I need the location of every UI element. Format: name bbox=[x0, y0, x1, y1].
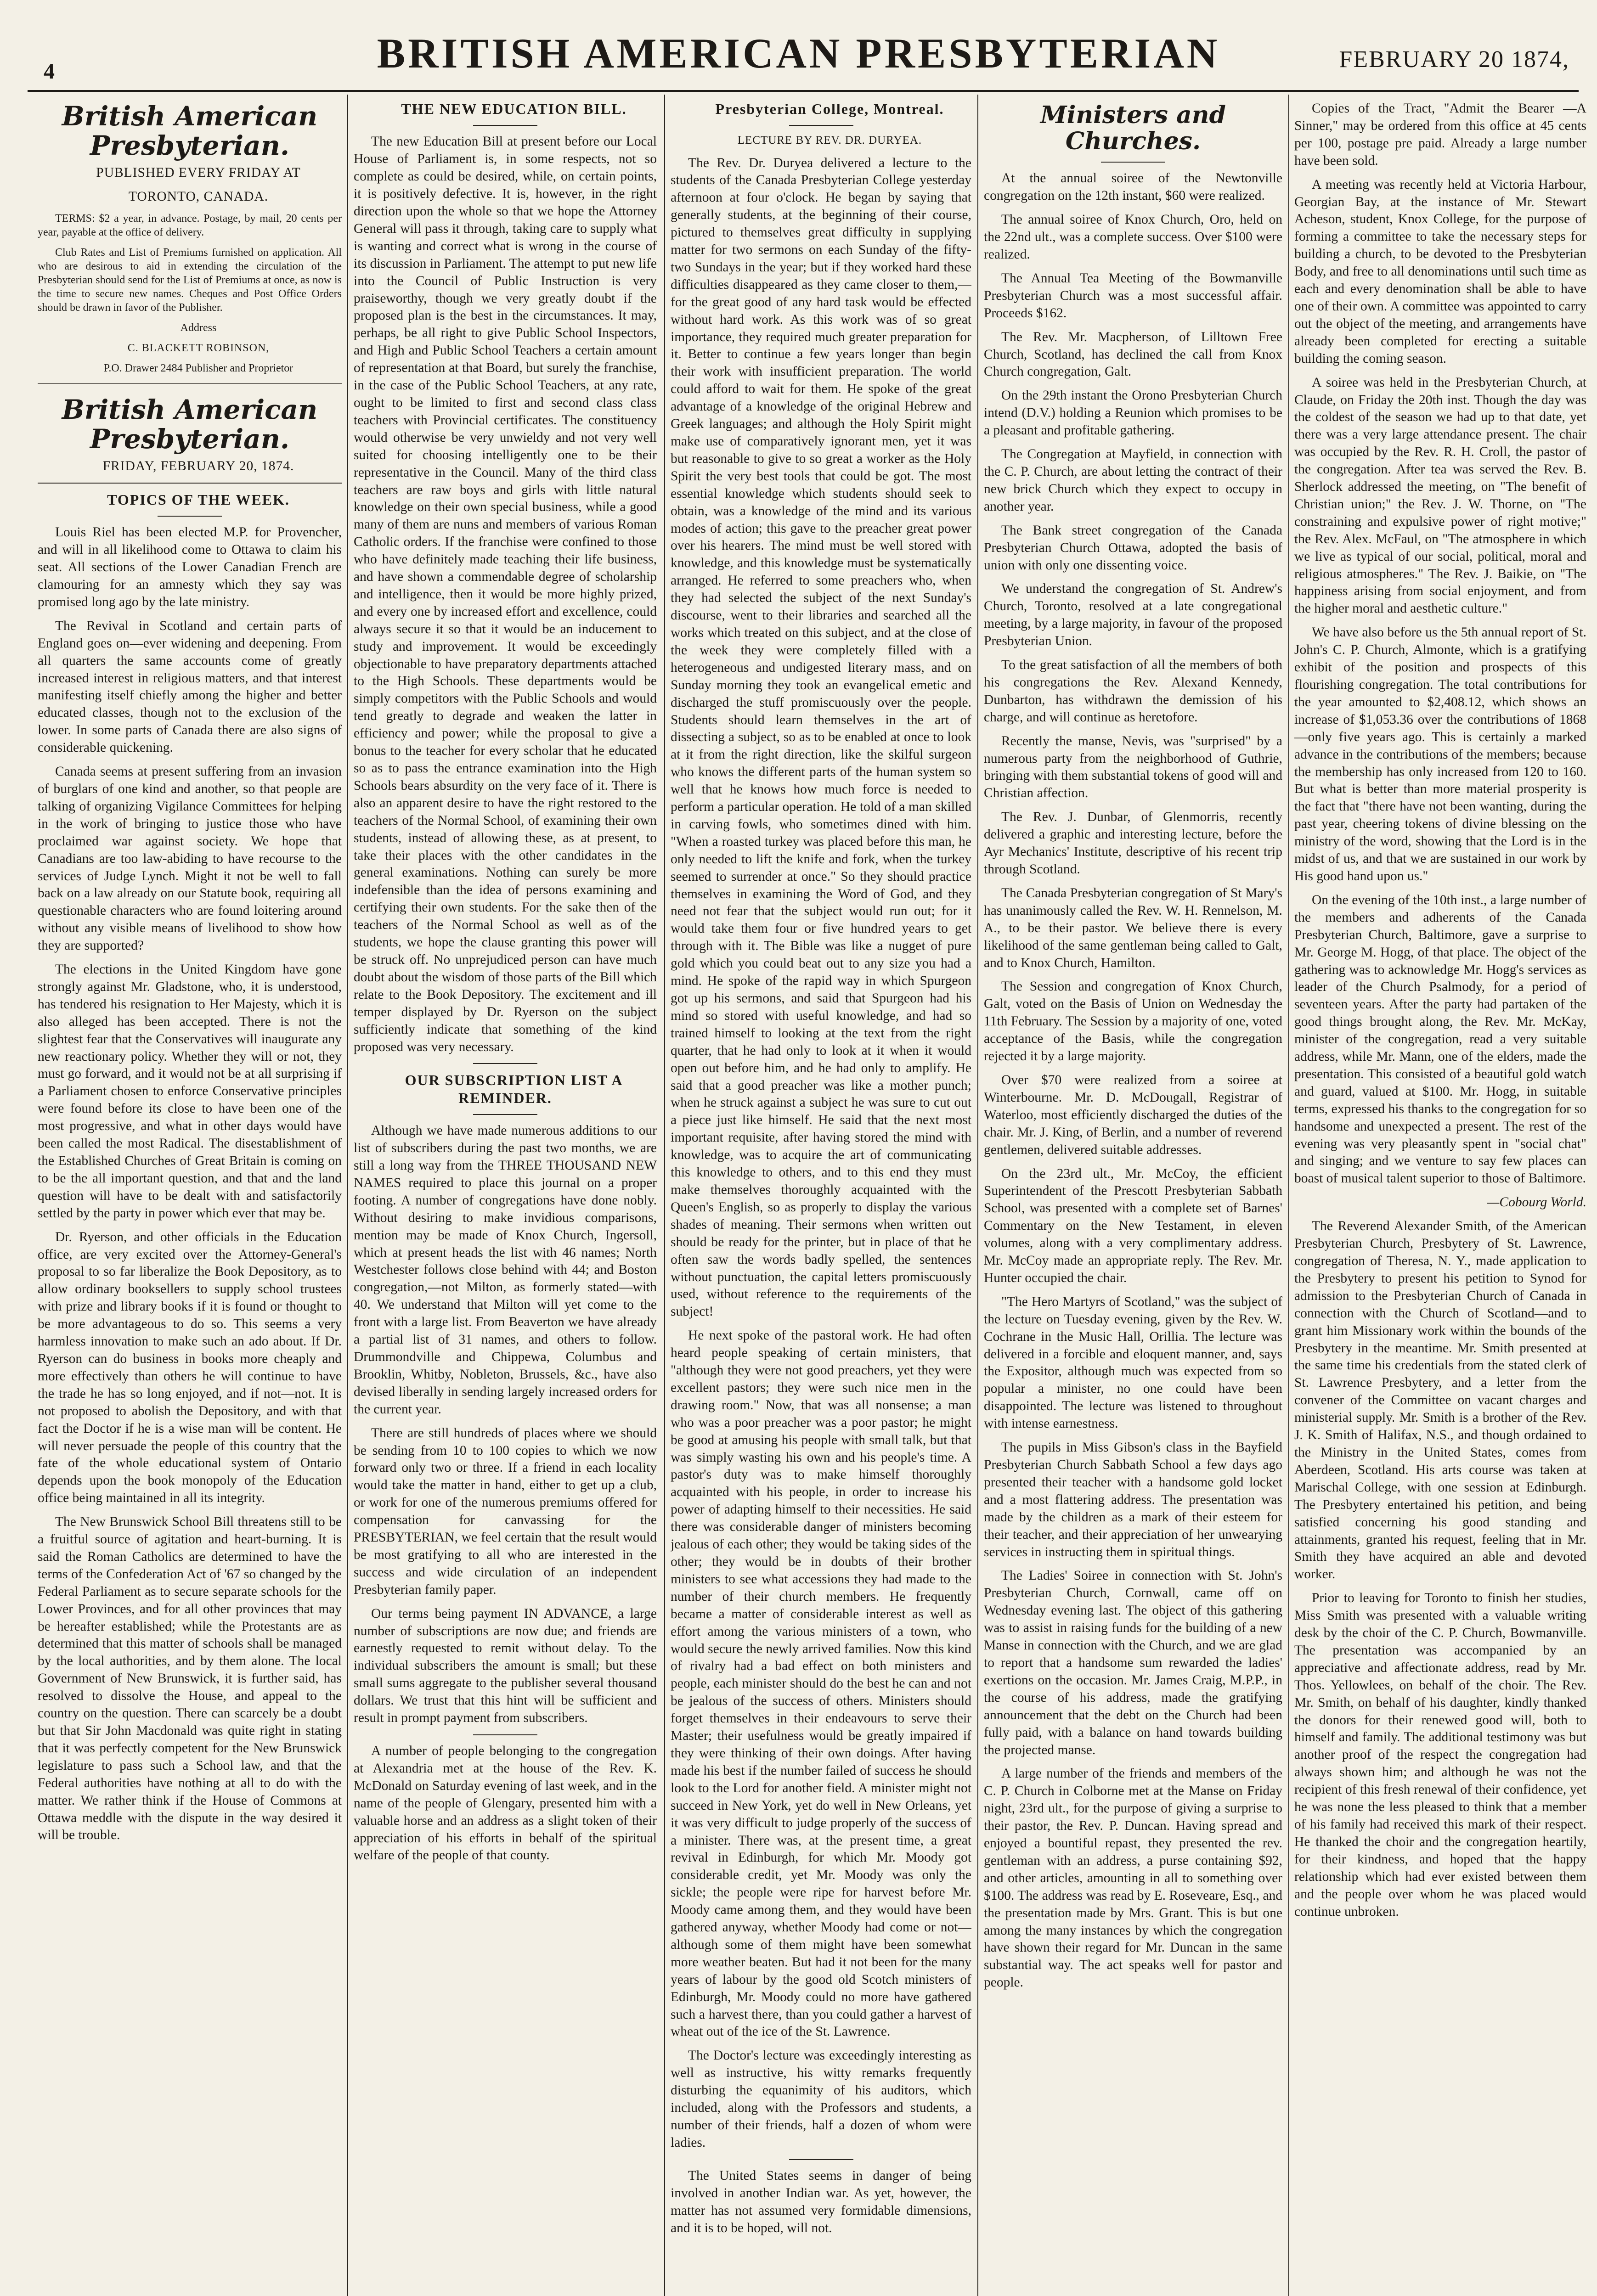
news-item: The Rev. J. Dunbar, of Glenmorris, recently delivered a graphic and interesting lecture, before the Ayr Mechanics' Institute, descriptive of his recent trip through Scotland. bbox=[984, 810, 1282, 877]
short-rule bbox=[158, 516, 222, 517]
paper-title: British American Presbyterian. bbox=[62, 101, 318, 161]
paper-title-2: British American Presbyterian. bbox=[62, 394, 318, 455]
news-item: On the evening of the 10th inst., a large number of the members and adherents of the Canada Presbyterian Church, Baltimore, gave a surprise to Mr. George M. Hogg, of that place. The object of the gathering was to acknowledge Mr. Hogg's services as leader of the Church Psalmody, for a period of seventeen years. After the party had partaken of the good things brought along, the Rev. Mr. McKay, minister of the congregation, read a very suitable address, while Mr. Mann, one of the elders, made the presentation. This consisted of a beautiful gold watch and guard, valued at $100. Mr. Hogg, in suitable terms, expressed his thanks to the congregation for so handsome and unexpected a present. The rest of the evening was very pleasantly spent in "social chat" and singing; and we venture to say few places can boast of musical talent superior to those of Baltimore. bbox=[1294, 892, 1586, 1186]
article-paragraph: There are still hundreds of places where we should be sending from 10 to 100 copies to which we now forward only two or three. If a friend in each locality would take the matter in hand, either to get up a club, or work for one of the numerous premiums offered for compensation for canvassing for the PRESBYTERIAN, we feel certain that the result would be most gratifying to all who are interested in the success and wide circulation of an independent Presbyterian family paper. bbox=[354, 1425, 657, 1597]
short-rule bbox=[1101, 162, 1165, 163]
source-credit: —Cobourg World. bbox=[1487, 1195, 1586, 1210]
news-item: "The Hero Martyrs of Scotland," was the subject of the lecture on Tuesday evening, given by the Rev. W. Cochrane in the Music Hall, Orillia. The lecture was delivered in a forcible and eloquent manner, and, says the Expositor, although much was expected from so popular a minister, no one could have been disappointed. The lecture was listened to throughout with intense earnestness. bbox=[984, 1294, 1282, 1431]
lecture-subhead: LECTURE BY REV. DR. DURYEA. bbox=[737, 134, 922, 147]
column-4 bbox=[984, 100, 1282, 2296]
article-paragraph: Our terms being payment IN ADVANCE, a large number of subscriptions are now due; and friends are earnestly requested to remit without delay. To the individual subscribers the amount is small; but these small sums aggregate to the publisher several thousand dollars. We trust that this hint will be sufficient and result in prompt payment from subscribers. bbox=[354, 1606, 657, 1726]
column-divider bbox=[664, 95, 665, 2296]
article-paragraph: Dr. Ryerson, and other officials in the Education office, are very excited over the Attorney-General's proposal to so far liberalize the Book Depository, as to allow ordinary booksellers to supply school trustees with prize and library books if it is found or thought to be more advantageous to do so. This seems a very harmless innovation to make such an ado about. If Dr. Ryerson can do business in books more cheaply and more effectively than others he will continue to have the trade he has so long enjoyed, and if not—not. It is not proposed to abolish the Depository, and with that fact the Doctor if he is a wise man will be content. He will never persuade the people of this country that the fate of the whole educational system of Ontario depends upon the book monopoly of the Education office being maintained in all its integrity. bbox=[38, 1229, 342, 1506]
article-paragraph: A number of people belonging to the congregation at Alexandria met at the house of the Rev. K. McDonald on Saturday evening of last week, and in the name of the people of Glengary, presented him with a valuable horse and an address as a slight token of their appreciation of his efforts in behalf of the spiritual welfare of the people of that county. bbox=[354, 1744, 657, 1863]
news-item: At the annual soiree of the Newtonville congregation on the 12th instant, $60 were realized. bbox=[984, 171, 1282, 203]
news-item: The annual soiree of Knox Church, Oro, held on the 22nd ult., was a complete success. Over $100 were realized. bbox=[984, 212, 1282, 262]
article-paragraph: The New Brunswick School Bill threatens still to be a fruitful source of agitation and heart-burning. It is said the Roman Catholics are determined to have the terms of the Confederation Act of '67 so changed by the Federal Parliament as to secure separate schools for the Lower Provinces, and for all other provinces that may be hereafter established; while the Protestants are as determined that this matter of schools shall be managed by the local authorities, and by them alone. The local Government of New Brunswick, it is further said, has resolved to dissolve the House, and appeal to the country on the question. There can scarcely be a doubt but that Sir John Macdonald was quite right in stating that it was perfectly competent for the New Brunswick legislature to pass such a School law, and that the Federal authorities have nothing at all to do with the matter. We rather think if the House of Commons at Ottawa meddle with the dispute in the way desired it will be trouble. bbox=[38, 1514, 342, 1843]
column-3 bbox=[671, 100, 971, 2296]
city-line: TORONTO, CANADA. bbox=[128, 189, 269, 204]
newspaper-title: BRITISH AMERICAN PRESBYTERIAN bbox=[377, 30, 1220, 77]
news-item: Copies of the Tract, "Admit the Bearer —A Sinner," may be ordered from this office at 45 cents per 100, postage pre paid. Already a large number have been sold. bbox=[1294, 101, 1586, 168]
news-item: A meeting was recently held at Victoria Harbour, Georgian Bay, at the instance of Mr. Stewart Acheson, student, Knox College, for the purpose of forming a committee to take the necessary steps for building a church, to be devoted to the Presbyterian Body, and free to all denominations until such time as each and every denomination shall be able to have one of their own. A committee was appointed to carry out the object of the meeting, and arrangements have already been completed for erecting a suitable building the coming season. bbox=[1294, 177, 1586, 366]
news-item: The Reverend Alexander Smith, of the American Presbyterian Church, Presbytery of St. Lawrence, congregation of Theresa, N. Y., made application to the Presbytery to present his petition to Synod for admission to the Presbyterian Church of Canada in connection with the Church of Scotland—and to grant him Missionary work within the bounds of the Presbytery in the meantime. Mr. Smith presented at the same time his credentials from the stated clerk of St. Lawrence Presbytery, and a letter from the convener of the Committee on vacant charges and ministerial supply. Mr. Smith is a brother of the Rev. J. K. Smith of Halifax, N.S., and though ordained to the Ministry in the United States, comes from Aberdeen, Scotland. His arts course was taken at Marischal College, with one session at Edinburgh. The Presbytery entertained his petition, and being satisfied concerning his good standing and attainments, granted his request, feeling that in Mr. Smith they have acquired an able and devoted worker. bbox=[1294, 1219, 1586, 1582]
address-label: Address bbox=[180, 322, 217, 334]
news-item: The Rev. Mr. Macpherson, of Lilltown Free Church, Scotland, has declined the call from Knox Church congregation, Galt. bbox=[984, 329, 1282, 379]
article-paragraph: He next spoke of the pastoral work. He had often heard people speaking of certain ministers, that "although they were not good preachers, yet they were excellent pastors; they were such nice men in the drawing room." Now, that was all nonsense; a man who was a poor preacher was a poor pastor; he might be good at amusing his people with small talk, but that was simply wasting his own and his people's time. A pastor's duty was to make himself thoroughly acquainted with his people, in order to increase his power of adapting himself to their necessities. He said there was considerable danger of ministers becoming jealous of each other; they would be taking sides of the other; they would be in doubts of their brother ministers to see what accessions they had made to the number of their church members. He frequently became a matter of considerable interest as well as effort among the various ministers of a town, who would secure the newly arrived families. Now this kind of rivalry had a bad effect on both ministers and people, each minister should do the best he can and not be jealous of the success of others. Ministers should forget themselves in their endeavours to serve their Master; their usefulness would be greatly impaired if they were thinking of their own doings. After having made his best if the number failed of success he should look to the Lord for another field. A minister might not succeed in New York, yet do well in New Orleans, yet it was very difficult to judge properly of the success of a minister. There was, at the present time, a great revival in Edinburgh, for which Mr. Moody got considerable credit, yet Mr. Moody was only the sickle; the people were ripe for harvest before Mr. Moody came among them, and they would have been gathered anyway, whether Moody had come or not—although some of them might have been somewhat more weather beaten. But had it not been for the many years of labour by the good old Scotch ministers of Edinburgh, Mr. Moody could no more have gathered such a harvest there, than you could gather a harvest of wheat out of the ice of the St. Lawrence. bbox=[671, 1328, 971, 2039]
article-paragraph: Canada seems at present suffering from an invasion of burglars of one kind and another, so that people are talking of organizing Vigilance Committees for helping in the work of bringing to justice those who have proclaimed war against society. We hope that Canadians are too law-abiding to have recourse to the services of Judge Lynch. Might it not be well to fall back on a law already on our Statute book, requiring all questionable characters who are found loitering around without any visible means of livelihood to show how they are supported? bbox=[38, 764, 342, 953]
news-item: The Bank street congregation of the Canada Presbyterian Church Ottawa, adopted the basis of union with only one dissenting voice. bbox=[984, 523, 1282, 573]
column-2 bbox=[354, 100, 657, 2296]
ministers-churches-heading: Ministers and Churches. bbox=[1040, 101, 1226, 156]
news-item: The Congregation at Mayfield, in connection with the C. P. Church, are about letting the contract of their new brick Church which they expect to occupy in another year. bbox=[984, 447, 1282, 514]
article-paragraph: The Rev. Dr. Duryea delivered a lecture to the students of the Canada Presbyterian College yesterday afternoon at four o'clock. He began by saying that generally students, at the beginning of their course, pictured to themselves great difficulty in supplying matter for two sermons on each Sunday of the fifty-two Sundays in the year; but if they worked hard these difficulties disappeared as they came closer to them,—for the great good of any hard task would be effected without hard work. As this work was of so great importance, they required much greater preparation for it. Better to continue a few years longer than begin their work with insufficient preparation. The world could afford to wait for them. He spoke of the great advantage of a knowledge of the original Hebrew and Greek languages; and although the Holy Spirit might make use of comparatively ignorant men, yet it was but reasonable to give to so great a worker as the Holy Spirit the very best tools that could be got. The most essential knowledge which students should seek to obtain, was a knowledge of the mind and its various modes of action; this gave to the preacher great power over his hearers. The mind must be well stored with knowledge, and this knowledge must be systematically arranged. He referred to some preachers who, when they had selected the subject of the next Sunday's discourse, went to their libraries and searched all the works which treated on this subject, and at the close of the week they were completely filled with a heterogeneous and undigested literary mass, and on Sunday morning they took an evangelical emetic and discharged the stuff promiscuously over the people. Students should learn themselves in the art of dissecting a subject, so as to be enabled at once to look at it from the right direction, like the skilful surgeon who knows the different parts of the human system so well that he knows how much force is needed to perform a particular operation. He told of a man skilled in carving fowls, who sometimes dined with him. "When a roasted turkey was placed before this man, he only needed to lift the knife and fork, when the turkey seemed to surrender at once." So they should practice themselves in examining the Word of God, and they need not fear that the subject would run out; for it would take them four or five hundred years to get through with it. The Bible was like a nugget of pure gold which you could beat out to any size you had a mind. He spoke of the rapid way in which Spurgeon got up his sermons, and said that Spurgeon had his mind so stored with useful knowledge, and had so trained himself to looking at the text from the right quarter, that he had only to look at it when it would open out before him, and he had only to amplify. He said that a good preacher was like a mother punch; when he struck against a subject he was sure to cut out a piece just like himself. He said that the next most important requisite, after having stored the mind with knowledge, was to acquire the art of communicating this knowledge to others, and to this end they must make themselves thoroughly acquainted with the Queen's English, so as properly to display the various shades of meaning. Their sermons when written out should be ready for the printer, but in place of that he often saw the words badly spelled, the sentences without punctuation, the capital letters promiscuously used, without reference to the requirements of the subject! bbox=[671, 155, 971, 1319]
column-1 bbox=[38, 100, 342, 2296]
news-item: A large number of the friends and members of the C. P. Church in Colborne met at the Manse on Friday night, 23rd ult., for the purpose of giving a surprise to their pastor, the Rev. P. Duncan. Having spread and enjoyed a bountiful repast, they presented the rev. gentleman with an address, a purse containing $92, and other articles, amounting in all to something over $100. The address was read by E. Roseveare, Esq., and the presentation made by Mrs. Grant. This is but one among the many instances by which the congregation have shown their regard for Mr. Duncan in the same substantial way. The act speaks well for pastor and people. bbox=[984, 1766, 1282, 1990]
page-number: 4 bbox=[44, 59, 55, 84]
premium-notice: Club Rates and List of Premiums furnished on application. All who are desirous to aid in extending the circulation of the Presbyterian should send for the List of Premiums at once, as now is the time to secure new names. Cheques and Post Office Orders should be drawn in favor of the Publisher. bbox=[38, 247, 342, 314]
article-paragraph: The Revival in Scotland and certain parts of England goes on—ever widening and deepening. From all quarters the same accounts come of greatly increased interest in religious matters, and that interest manifesting itself chiefly among the higher and better educated classes, though not to the exclusion of the lower. In some parts of Canada there are also signs of considerable quickening. bbox=[38, 618, 342, 755]
column-divider bbox=[347, 95, 348, 2296]
issue-date-header: FEBRUARY 20 1874, bbox=[1339, 46, 1569, 73]
article-paragraph: The elections in the United Kingdom have gone strongly against Mr. Gladstone, who, it is understood, has tendered his resignation to Her Majesty, which it is also alleged has been accepted. There is not the slightest fear that the Conservatives will inaugurate any new reactionary policy. Whether they will or not, they must go forward, and it would not be at all surprising if a Parliament chosen to enforce Conservative principles were found before its close to have been one of the most progressive, and what in other days would have been called the most Radical. The disestablishment of the Established Churches of Great Britain is coming on to be the all important question, and that and the land question will have to be dealt with and satisfactorily settled by the party in power which ever that may be. bbox=[38, 962, 342, 1221]
news-item: The pupils in Miss Gibson's class in the Bayfield Presbyterian Church Sabbath School a few days ago presented their teacher with a handsome gold locket and a most flattering address. The presentation was made by the children as a mark of their esteem for their teacher, and their appreciation of her unwearying services in instructing them in spiritual things. bbox=[984, 1440, 1282, 1559]
article-paragraph: The new Education Bill at present before our Local House of Parliament is, in some respects, not so complete as could be desired, while, on certain points, it is positively defective. It is, however, in the right direction upon the whole so that we hope the Attorney General will pass it through, taking care to supply what is wanting and correct what is wrong in the course of its discussion in Parliament. The attempt to put new life into the Council of Public Instruction is very praiseworthy, though we very greatly doubt if the proposed plan is the best in the circumstances. It may, perhaps, be all right to give Public School Inspectors, and High and Public School Teachers a certain amount of representation at that Board, but surely the franchise, in the case of the Public School Teachers, at any rate, ought to be limited to first and second class class teachers with Provincial certificates. The constituency would otherwise be very unwieldy and not very well suited for choosing intelligently one to be their representative in the Council. Many of the third class teachers are raw boys and girls with little natural knowledge on their own special business, while a good many of them are nuns and members of various Roman Catholic orders. If the franchise were confined to those who have definitely made teaching their life business, and have shown a commendable degree of scholarship and intelligence, then it would be more highly prized, and every one by increased effort and excellence, could always secure it so that it would be an inducement to study and improvement. It would be exceedingly objectionable to have preparatory departments attached to the High Schools. These departments would be simply competitors with the Public Schools and would tend greatly to degrade and weaken the latter in efficiency and power; while the proposal to give a bonus to the teacher for every scholar that he educated so as to pass the entrance examination into the High Schools bears absurdity on the very face of it. There is also an apparent desire to have the right restored to the teachers of the Normal School, of examining their own students, instead of allowing these, as at present, to take their places with the other candidates in the general examinations. Nothing can surely be more indefensible than the idea of persons examining and certifying their own students. For the sake then of the teachers of the Normal School as well as of the students, we hope the clause granting this power will be struck off. No unprejudiced person can have much doubt about the wisdom of those parts of the Bill which relate to the Book Depository. The excitement and ill temper displayed by Dr. Ryerson on the subject sufficiently indicate that something of the kind proposed was very necessary. bbox=[354, 134, 657, 1054]
article-paragraph: Louis Riel has been elected M.P. for Provencher, and will in all likelihood come to Ottawa to claim his seat. All sections of the Lower Canadian French are clamouring for an amnesty which they say was promised long ago by the late ministry. bbox=[38, 525, 342, 609]
education-bill-heading: THE NEW EDUCATION BILL. bbox=[401, 101, 627, 117]
column-divider bbox=[977, 95, 978, 2296]
published-line: PUBLISHED EVERY FRIDAY AT bbox=[96, 165, 301, 180]
news-item: The Ladies' Soiree in connection with St. John's Presbyterian Church, Cornwall, came off on Wednesday evening last. The object of this gathering was to assist in raising funds for the building of a new Manse in connection with the Church, and we are glad to report that a handsome sum rewarded the ladies' exertions on the occasion. Mr. James Craig, M.P.P., in the course of his address, made the gratifying announcement that the debt on the Church had been fully paid, with a balance on hand towards building the projected manse. bbox=[984, 1568, 1282, 1757]
topics-heading: TOPICS OF THE WEEK. bbox=[107, 491, 290, 508]
news-item: The Canada Presbyterian congregation of St Mary's has unanimously called the Rev. W. H. Rennelson, M. A., to be their pastor. We believe there is every likelihood of the same gentleman being called to Galt, and to Knox Church, Hamilton. bbox=[984, 885, 1282, 970]
publisher-name: C. BLACKETT ROBINSON, bbox=[127, 342, 270, 355]
news-item: We understand the congregation of St. Andrew's Church, Toronto, resolved at a late congregational meeting, by a large majority, in favour of the proposed Presbyterian Union. bbox=[984, 581, 1282, 649]
news-item: On the 29th instant the Orono Presbyterian Church intend (D.V.) holding a Reunion which promises to be a pleasant and profitable gathering. bbox=[984, 388, 1282, 438]
news-item: The Session and congregation of Knox Church, Galt, voted on the Basis of Union on Wednesday the 11th February. The Session by a majority of one, voted acceptance of the Basis, while the congregation rejected it by a large majority. bbox=[984, 979, 1282, 1064]
subscription-heading: OUR SUBSCRIPTION LIST A REMINDER. bbox=[405, 1072, 623, 1106]
short-rule bbox=[789, 2159, 853, 2160]
news-item: The Annual Tea Meeting of the Bowmanville Presbyterian Church was a most successful affair. Proceeds $162. bbox=[984, 270, 1282, 321]
news-item: Prior to leaving for Toronto to finish her studies, Miss Smith was presented with a valuable writing desk by the choir of the C. P. Church, Bowmanville. The presentation was accompanied by an appreciative and affectionate address, read by Mr. Thos. Yellowlees, on behalf of the choir. The Rev. Mr. Smith, on behalf of his daughter, kindly thanked the donors for their renewed good will, both to himself and family. The additional testimony was but another proof of the respect the congregation had always shown him; and although he was not the recipient of this fresh renewal of their confidence, yet he was none the less pleased to think that a member of his family had received this mark of their respect. He thanked the choir and the congregation heartily, for their kindness, and hoped that the happy relationship which had ever existed between them and the people over whom he was placed would continue unbroken. bbox=[1294, 1591, 1586, 1919]
column-5 bbox=[1294, 100, 1586, 2296]
news-item: Over $70 were realized from a soiree at Winterbourne. Mr. D. McDougall, Registrar of Waterloo, most efficiently discharged the duties of the chair. Mr. J. King, of Berlin, and a number of reverend gentlemen, delivered suitable addresses. bbox=[984, 1072, 1282, 1157]
section-rule bbox=[38, 483, 342, 484]
article-paragraph: Although we have made numerous additions to our list of subscribers during the past two months, we are still a long way from the THREE THOUSAND NEW NAMES required to place this journal on a proper footing. A number of congregations have done nobly. Without desiring to make invidious comparisons, mention may be made of Knox Church, Ingersoll, which at present heads the list with 46 names; North Westchester follows close behind with 44; and Boston congregation,—not Milton, as formerly stated—with 40. We understand that Milton will yet come to the front with a large list. From Beaverton we have already a partial list of 31 names, and others to follow. Drummondville and Chippewa, Columbus and Brooklin, Whitby, Nobleton, Brussels, &c., have also devised liberally in sending largely increased orders for the current year. bbox=[354, 1123, 657, 1417]
short-rule bbox=[473, 1114, 537, 1115]
news-item: On the 23rd ult., Mr. McCoy, the efficient Superintendent of the Prescott Presbyterian Sabbath School, was presented with a complete set of Barnes' Commentary on the New Testament, in eleven volumes, along with a very complimentary address. Mr. McCoy made an appropriate reply. The Rev. Mr. Hunter occupied the chair. bbox=[984, 1166, 1282, 1285]
news-item: We have also before us the 5th annual report of St. John's C. P. Church, Almonte, which is a gratifying exhibit of the position and prospects of this flourishing congregation. The total contributions for the year amounted to $2,408.12, which shows an increase of $1,053.36 over the contributions of 1868—only five years ago. This is certainly a marked advance in the contributions of the members; because the membership has only increased from 120 to 160. But what is better than more material prosperity is the fact that "there have not been wanting, during the past year, cheering tokens of divine blessing on the ministry of the word, showing that the Lord is in the midst of us, and that we are sustained in our work by His good hand upon us." bbox=[1294, 625, 1586, 884]
column-divider bbox=[1288, 95, 1289, 2296]
short-rule bbox=[473, 1063, 537, 1064]
terms-notice: TERMS: $2 a year, in advance. Postage, by mail, 20 cents per year, payable at the office of delivery. bbox=[38, 213, 342, 239]
masthead-rule bbox=[28, 90, 1579, 92]
short-rule bbox=[473, 125, 537, 126]
short-rule bbox=[473, 1734, 537, 1735]
college-heading: Presbyterian College, Montreal. bbox=[715, 101, 944, 117]
publisher-address: P.O. Drawer 2484 Publisher and Proprietor bbox=[103, 362, 293, 375]
article-paragraph: The Doctor's lecture was exceedingly interesting as well as instructive, his witty remarks frequently disturbing the equanimity of his auditors, which included, along with the Professors and students, a number of their friends, half a dozen of whom were ladies. bbox=[671, 2048, 971, 2150]
masthead bbox=[0, 0, 1597, 96]
article-paragraph: The United States seems in danger of being involved in another Indian war. As yet, however, the matter has not assumed very formidable dimensions, and it is to be hoped, will not. bbox=[671, 2168, 971, 2235]
news-item: A soiree was held in the Presbyterian Church, at Claude, on Friday the 20th inst. Though the day was the coldest of the season we had up to that date, yet there was a very large attendance present. The chair was occupied by the Rev. R. H. Croll, the pastor of the congregation. After tea was served the Rev. B. Sherlock addressed the meeting, on "The benefit of Christian union;" the Rev. J. W. Thorne, on "The constraining and expulsive power of right motive;" the Rev. Alex. McFaul, on "The atmosphere in which we live as typical of our social, political, moral and religious atmospheres." The Rev. J. Baikie, on "The happiness arising from social enjoyment, and from the higher moral and aesthetic culture." bbox=[1294, 375, 1586, 616]
section-rule bbox=[38, 383, 342, 387]
short-rule bbox=[789, 125, 853, 126]
news-item: To the great satisfaction of all the members of both his congregations the Rev. Alexand Kennedy, Dunbarton, has withdrawn the demission of his charge, and will continue as heretofore. bbox=[984, 658, 1282, 725]
news-item: Recently the manse, Nevis, was "surprised" by a numerous party from the neighborhood of Guthrie, bringing with them substantial tokens of good will and Christian affection. bbox=[984, 733, 1282, 801]
issue-date: FRIDAY, FEBRUARY 20, 1874. bbox=[102, 459, 294, 473]
